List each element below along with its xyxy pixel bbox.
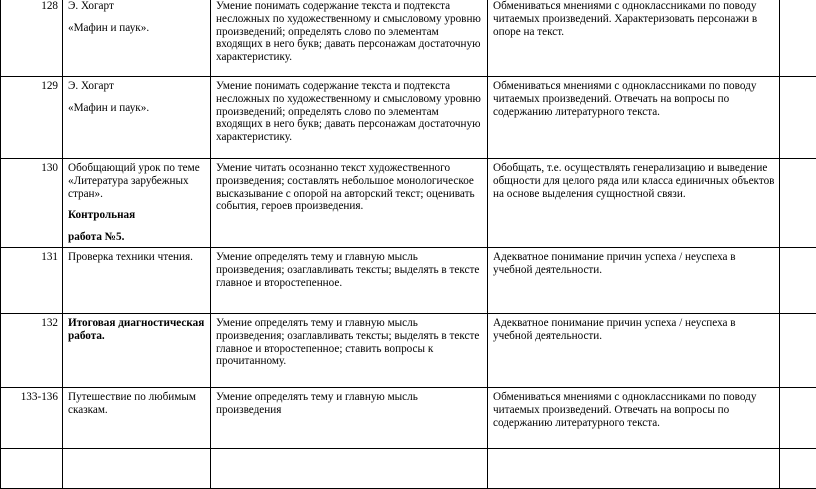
- subject-skills: Умение читать осознанно текст художественного произведения; составлять небольшое монологическое высказывание с опорой на авторский текст; оценивать события, героев произведения.: [211, 159, 488, 248]
- lesson-topic: [63, 314, 211, 388]
- learning-activities: Обмениваться мнениями с одноклассниками по поводу читаемых произведений. Характеризовать персонажи в опоре на текст.: [488, 0, 780, 77]
- notes-cell: [780, 0, 816, 77]
- lesson-topic-line: Обобщающий урок по теме «Литература зарубежных стран».: [68, 162, 206, 200]
- lesson-plan-body: [1, 0, 816, 489]
- lesson-topic: [63, 77, 211, 159]
- subject-skills: Умение определять тему и главную мысль произведения; озаглавливать тексты; выделять в тексте главное и второстепенное.: [211, 248, 488, 314]
- lesson-topic-line: Контрольная: [68, 209, 206, 222]
- subject-skills: Умение понимать содержание текста и подтекста несложных по художественному и смысловому уровню произведений; определять слово по элементам входящих в него букв; давать персонажам достаточную характеристику.: [211, 77, 488, 159]
- lesson-topic-line: «Мафин и паук».: [68, 22, 206, 35]
- subject-skills: Умение определять тему и главную мысль произведения; озаглавливать тексты; выделять в тексте главное и второстепенное; ставить вопросы к прочитанному.: [211, 314, 488, 388]
- lesson-number: 129: [1, 77, 63, 159]
- lesson-number: 131: [1, 248, 63, 314]
- subject-skills: Умение понимать содержание текста и подтекста несложных по художественному и смысловому уровню произведений; определять слово по элементам входящих в него букв; давать персонажам достаточную характеристику.: [211, 0, 488, 77]
- lesson-topic-line: «Мафин и паук».: [68, 102, 206, 115]
- lesson-topic-line: Проверка техники чтения.: [68, 251, 206, 264]
- lesson-number: 133-136: [1, 388, 63, 449]
- lesson-topic-line: Путешествие по любимым сказкам.: [68, 391, 206, 417]
- table-row: [1, 248, 816, 314]
- learning-activities: Обмениваться мнениями с одноклассниками по поводу читаемых произведений. Отвечать на вопросы по содержанию литературного текста.: [488, 77, 780, 159]
- notes-cell: [780, 388, 816, 449]
- notes-cell: [780, 248, 816, 314]
- lesson-topic: [63, 248, 211, 314]
- table-row: [1, 0, 816, 77]
- learning-activities: Адекватное понимание причин успеха / неуспеха в учебной деятельности.: [488, 314, 780, 388]
- lesson-topic-line: Э. Хогарт: [68, 0, 206, 13]
- lesson-number: 128: [1, 0, 63, 77]
- lesson-topic: [63, 388, 211, 449]
- subject-skills: Умение определять тему и главную мысль произведения: [211, 388, 488, 449]
- table-row: [1, 159, 816, 248]
- table-row: [1, 388, 816, 449]
- learning-activities: Адекватное понимание причин успеха / неуспеха в учебной деятельности.: [488, 248, 780, 314]
- lesson-number: 130: [1, 159, 63, 248]
- lesson-number: 132: [1, 314, 63, 388]
- lesson-topic-line: Э. Хогарт: [68, 80, 206, 93]
- lesson-topic: [63, 0, 211, 77]
- notes-cell: [780, 314, 816, 388]
- notes-cell: [780, 77, 816, 159]
- learning-activities: Обмениваться мнениями с одноклассниками по поводу читаемых произведений. Отвечать на вопросы по содержанию литературного текста.: [488, 388, 780, 449]
- lesson-topic-line: работа №5.: [68, 231, 206, 244]
- lesson-topic: [63, 159, 211, 248]
- lesson-topic-line: Итоговая диагностическая работа.: [68, 317, 206, 343]
- table-row: [1, 314, 816, 388]
- notes-cell: [780, 159, 816, 248]
- learning-activities: Обобщать, т.е. осуществлять генерализацию и выведение общности для целого ряда или класса единичных объектов на основе выделения сущностной связи.: [488, 159, 780, 248]
- table-row: [1, 77, 816, 159]
